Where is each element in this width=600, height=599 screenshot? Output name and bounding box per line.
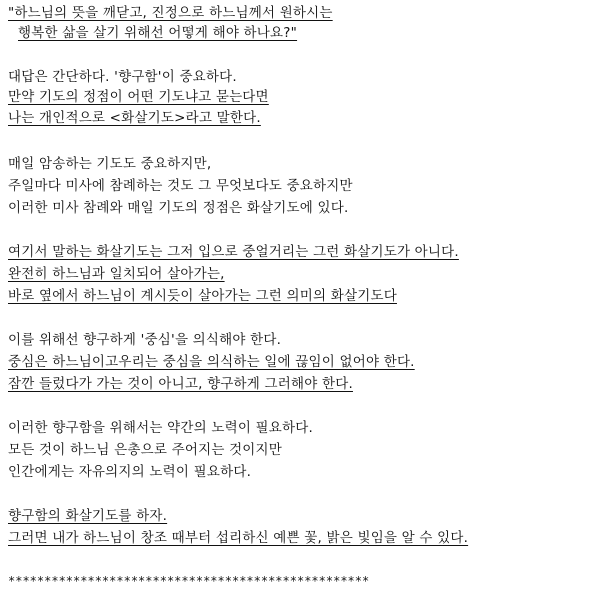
text-line-17: 인간에게는 자유의지의 노력이 필요하다.	[8, 464, 252, 480]
text-line-4: 만약 기도의 정점이 어떤 기도냐고 묻는다면	[8, 89, 269, 105]
text-line-8: 이러한 미사 참례와 매일 기도의 정점은 화살기도에 있다.	[8, 200, 349, 216]
text-line-13: 중심은 하느님이고우리는 중심을 의식하는 일에 끊임이 없어야 한다.	[8, 354, 415, 370]
text-line-18: 향구함의 화살기도를 하자.	[8, 508, 168, 524]
text-line-7: 주일마다 미사에 참례하는 것도 그 무엇보다도 중요하지만	[8, 178, 353, 194]
text-line-1: "하느님의 뜻을 깨닫고, 진정으로 하느님께서 원하시는	[8, 5, 333, 21]
text-line-6: 매일 암송하는 기도도 중요하지만,	[8, 156, 212, 172]
text-line-14: 잠깐 들렀다가 가는 것이 아니고, 향구하게 그러해야 한다.	[8, 376, 353, 392]
text-line-15: 이러한 향구함을 위해서는 약간의 노력이 필요하다.	[8, 420, 314, 436]
text-line-12: 이를 위해선 향구하게 '중심'을 의식해야 한다.	[8, 332, 282, 348]
text-line-2: 행복한 삶을 살기 위해선 어떻게 해야 하나요?"	[18, 25, 298, 41]
text-line-19: 그러면 내가 하느님이 창조 때부터 섭리하신 예쁜 꽃, 밝은 빛임을 알 수 있다.	[8, 530, 469, 546]
text-line-10: 완전히 하느님과 일치되어 살아가는,	[8, 266, 225, 282]
text-line-11: 바로 옆에서 하느님이 계시듯이 살아가는 그런 의미의 화살기도다	[8, 288, 397, 304]
text-line-5: 나는 개인적으로 <화살기도>라고 말한다.	[8, 110, 261, 126]
text-line-9: 여기서 말하는 화살기도는 그저 입으로 중얼거리는 그런 화살기도가 아니다.	[8, 244, 459, 260]
text-line-3: 대답은 간단하다. '향구함'이 중요하다.	[8, 69, 237, 85]
text-line-16: 모든 것이 하느님 은총으로 주어지는 것이지만	[8, 442, 283, 458]
divider-asterisks: **************************************************	[8, 574, 370, 588]
